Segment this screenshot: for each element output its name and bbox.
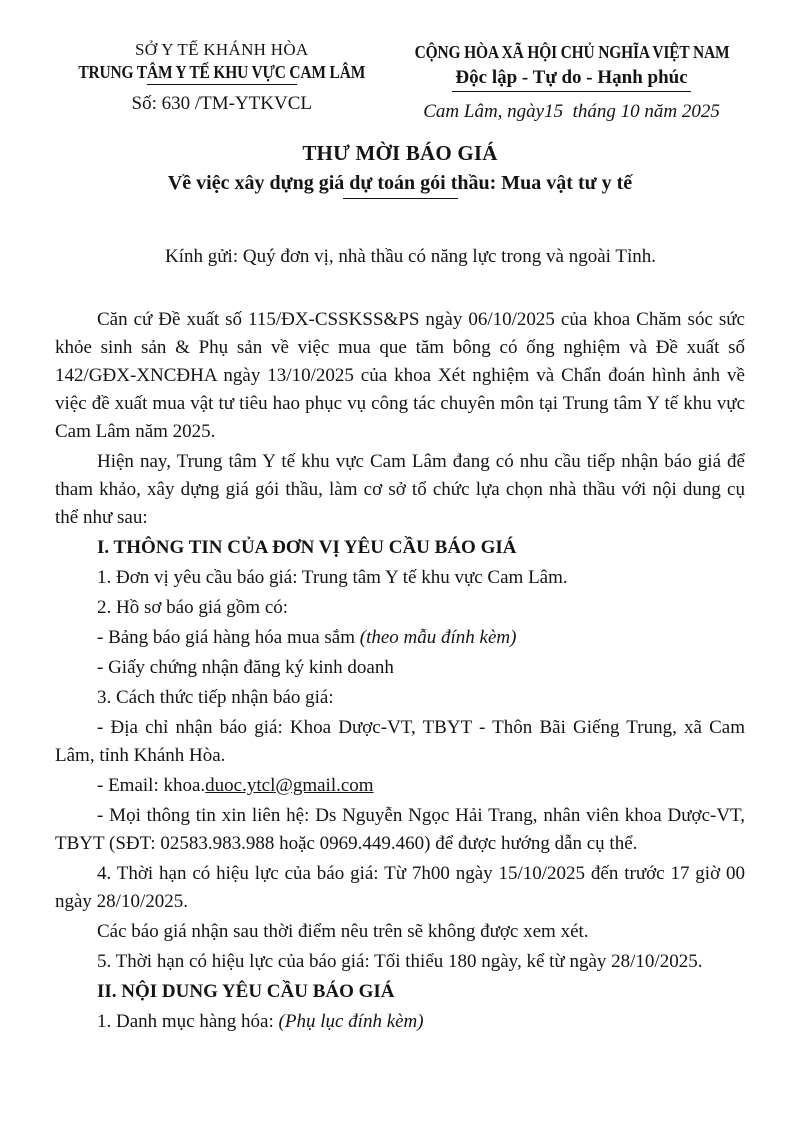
item-quote-form <box>55 624 745 652</box>
issuer-block <box>55 40 389 115</box>
text-run: - Địa chỉ nhận báo giá: Khoa Dược-VT, TBYT - Thôn Bãi Giếng Trung, xã Cam Lâm, tỉnh Khánh Hòa. <box>55 717 745 766</box>
text-run: Căn cứ Đề xuất số 115/ĐX-CSSKSS&PS ngày 06/10/2025 của khoa Chăm sóc sức khỏe sinh sản & Phụ sản về việc mua que tăm bông có ống nghiệm và Đề xuất số 142/GĐX-XNCĐHA ngày 13/10/2025 của khoa Xét nghiệm và Chẩn đoán hình ảnh về việc đề xuất mua vật tư tiêu hao phục vụ công tác chuyên môn tại Trung tâm Y tế khu vực Cam Lâm năm 2025. <box>55 309 745 442</box>
country-title: CỘNG HÒA XÃ HỘI CHỦ NGHĨA VIỆT NAM <box>414 42 729 62</box>
item-dossier <box>55 594 745 622</box>
text-run: - Bảng báo giá hàng hóa mua sắm <box>97 627 360 648</box>
paragraph-purpose <box>55 448 745 532</box>
item-validity-duration <box>55 948 745 976</box>
item-requesting-unit <box>55 564 745 592</box>
salutation: Kính gửi: Quý đơn vị, nhà thầu có năng lực trong và ngoài Tỉnh. <box>165 246 656 267</box>
text-run: - Mọi thông tin xin liên hệ: Ds Nguyễn Ngọc Hải Trang, nhân viên khoa Dược-VT, TBYT (SĐT: 02583.983.988 hoặc 0969.449.460) để được hướng dẫn cụ thể. <box>55 805 745 854</box>
item-email <box>55 772 745 800</box>
issuer-underline <box>147 84 297 85</box>
document-subject: Về việc xây dựng giá dự toán gói thầu: Mua vật tư y tế <box>167 172 633 194</box>
national-motto: Độc lập - Tự do - Hạnh phúc <box>452 65 690 92</box>
text-run: II. NỘI DUNG YÊU CẦU BÁO GIÁ <box>97 981 395 1002</box>
title-separator <box>343 198 458 199</box>
text-run: 1. Danh mục hàng hóa: <box>97 1011 279 1032</box>
national-header-block <box>389 40 755 123</box>
text-run: 4. Thời hạn có hiệu lực của báo giá: Từ 7h00 ngày 15/10/2025 đến trước 17 giờ 00 ngày 28/10/2025. <box>55 863 745 912</box>
item-receiving-method <box>55 684 745 712</box>
text-run: Các báo giá nhận sau thời điểm nêu trên sẽ không được xem xét. <box>97 921 589 942</box>
email-link[interactable]: duoc.ytcl@gmail.com <box>205 775 374 796</box>
text-run: I. THÔNG TIN CỦA ĐƠN VỊ YÊU CẦU BÁO GIÁ <box>97 537 517 558</box>
text-run: 3. Cách thức tiếp nhận báo giá: <box>97 687 334 708</box>
text-run: - Giấy chứng nhận đăng ký kinh doanh <box>97 657 394 678</box>
text-run: - Email: khoa. <box>97 775 206 796</box>
document-title: THƯ MỜI BÁO GIÁ <box>302 141 498 165</box>
issuer-org-name-line <box>55 60 389 84</box>
text-run: Hiện nay, Trung tâm Y tế khu vực Cam Lâm đang có nhu cầu tiếp nhận báo giá để tham khảo, xây dựng giá gói thầu, làm cơ sở tổ chức lựa chọn nhà thầu với nội dung cụ thể như sau: <box>55 451 745 528</box>
item-business-certificate <box>55 654 745 682</box>
item-contact <box>55 802 745 858</box>
text-run: 5. Thời hạn có hiệu lực của báo giá: Tối thiểu 180 ngày, kể từ ngày 28/10/2025. <box>97 951 703 972</box>
text-run: (Phụ lục đính kèm) <box>278 1011 424 1032</box>
section-heading-content <box>55 978 745 1006</box>
text-run: 2. Hồ sơ báo giá gồm có: <box>97 597 289 618</box>
place-and-date: Cam Lâm, ngày15 tháng 10 năm 2025 <box>423 101 720 122</box>
issuer-org-name: TRUNG TÂM Y TẾ KHU VỰC CAM LÂM <box>78 62 366 82</box>
paragraph-legal-basis <box>55 306 745 446</box>
issuer-parent-org: SỞ Y TẾ KHÁNH HÒA <box>134 40 309 59</box>
note-late-quotes <box>55 918 745 946</box>
item-validity-window <box>55 860 745 916</box>
text-run: (theo mẫu đính kèm) <box>359 627 517 648</box>
document-body <box>55 306 745 1036</box>
item-receiving-address <box>55 714 745 770</box>
section-heading-info <box>55 534 745 562</box>
item-goods-list <box>55 1008 745 1036</box>
text-run: 1. Đơn vị yêu cầu báo giá: Trung tâm Y tế khu vực Cam Lâm. <box>97 567 568 588</box>
motto-line <box>389 64 755 92</box>
title-block <box>55 139 745 199</box>
document-header <box>55 40 745 123</box>
document-number: Số: 630 /TM-YTKVCL <box>131 93 312 114</box>
country-title-line <box>389 40 755 64</box>
